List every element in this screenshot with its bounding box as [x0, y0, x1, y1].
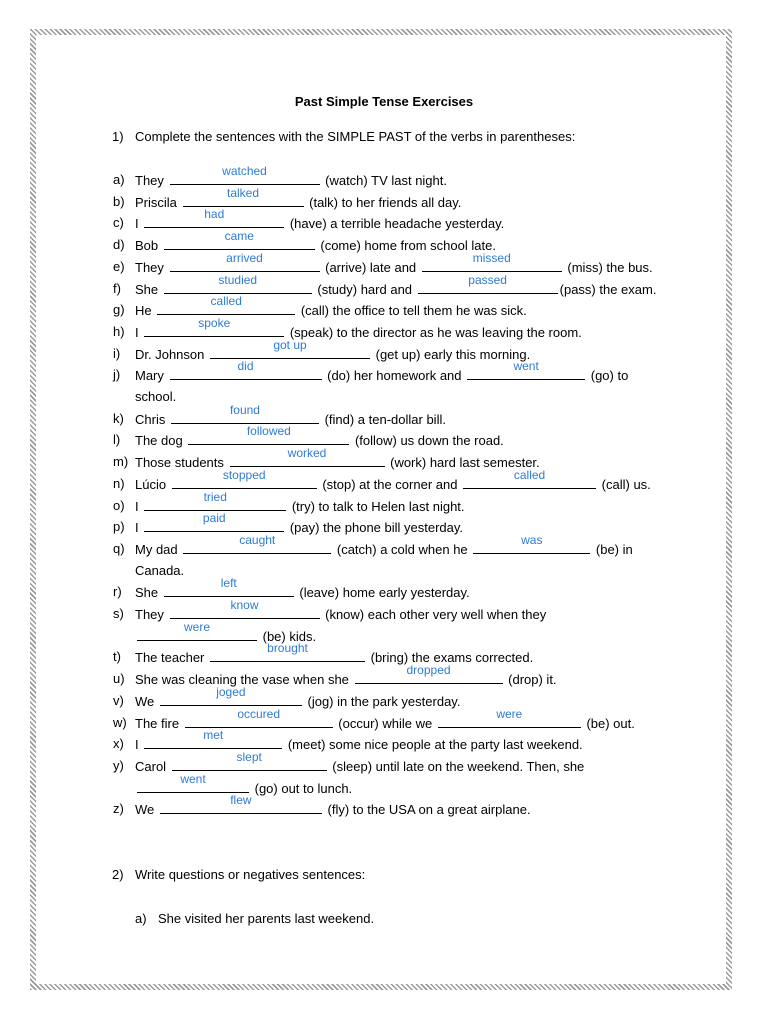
answer-blank[interactable] — [164, 229, 315, 250]
answer-blank[interactable] — [422, 251, 562, 272]
answer-blank[interactable] — [467, 359, 585, 380]
sentence-text: They — [135, 260, 168, 275]
sentence-text: She — [135, 585, 162, 600]
answer-blank[interactable] — [170, 598, 320, 619]
exercise-continuation: school. — [135, 389, 177, 404]
exercise-item-label: i) — [113, 346, 121, 361]
exercise-sentence — [135, 533, 633, 560]
handwritten-answer: worked — [287, 446, 327, 460]
handwritten-answer: occured — [237, 707, 281, 721]
sentence-text: (speak) to the director as he was leaving the room. — [286, 325, 582, 340]
answer-blank[interactable] — [418, 273, 558, 294]
sentence-text: She — [135, 282, 162, 297]
sentence-text: (do) her homework and — [323, 368, 466, 383]
handwritten-answer: called — [513, 468, 546, 482]
page-title: Past Simple Tense Exercises — [294, 94, 474, 109]
handwritten-answer: left — [220, 576, 237, 590]
exercise-item-label: l) — [113, 432, 121, 447]
sentence-text: (know) each other very well when they — [321, 607, 547, 622]
handwritten-answer: were — [496, 707, 523, 721]
sentence-text: (work) hard last semester. — [386, 455, 540, 470]
handwritten-answer: came — [224, 229, 254, 243]
exercise-item — [113, 533, 653, 559]
sentence-text: I — [135, 520, 143, 535]
exercise-item-label: n) — [113, 476, 125, 491]
answer-blank[interactable] — [170, 359, 322, 380]
handwritten-answer: got up — [273, 338, 307, 352]
answer-blank[interactable] — [144, 728, 282, 749]
sentence-text: (be) kids. — [259, 629, 317, 644]
exercise-item-label: m) — [113, 454, 129, 469]
sentence-text: (come) home from school late. — [316, 238, 496, 253]
answer-blank[interactable] — [160, 793, 322, 814]
answer-blank[interactable] — [144, 511, 284, 532]
exercise-item-label: u) — [113, 671, 125, 686]
answer-blank[interactable] — [172, 750, 327, 771]
sentence-text: (go) to — [587, 368, 629, 383]
answer-blank[interactable] — [137, 772, 249, 793]
answer-blank[interactable] — [160, 685, 302, 706]
exercise-item — [113, 316, 653, 342]
handwritten-answer: followed — [246, 424, 291, 438]
handwritten-answer: passed — [468, 273, 507, 287]
sentence-text: Those students — [135, 455, 228, 470]
sentence-text: (meet) some nice people at the party last weekend. — [284, 737, 583, 752]
sentence-text: (bring) the exams corrected. — [367, 650, 534, 665]
sentence-text: (go) out to lunch. — [251, 781, 353, 796]
exercise-item-label: w) — [113, 715, 127, 730]
sentence-text: I — [135, 216, 143, 231]
exercise-item-label: z) — [113, 801, 124, 816]
sentence-text: (pay) the phone bill yesterday. — [286, 520, 464, 535]
sentence-text: Mary — [135, 368, 168, 383]
sentence-text: (be) in — [592, 542, 633, 557]
answer-blank[interactable] — [137, 620, 257, 641]
sentence-text: They — [135, 607, 168, 622]
sentence-text: (miss) the bus. — [563, 260, 653, 275]
sentence-text: We — [135, 694, 158, 709]
handwritten-answer: went — [513, 359, 539, 373]
sentence-text: Dr. Johnson — [135, 347, 208, 362]
sentence-text: (jog) in the park yesterday. — [303, 694, 461, 709]
handwritten-answer: met — [203, 728, 224, 742]
handwritten-answer: studied — [218, 273, 258, 287]
handwritten-answer: was — [521, 533, 543, 547]
sentence-text: (talk) to her friends all day. — [305, 195, 462, 210]
answer-blank[interactable] — [463, 468, 596, 489]
answer-blank[interactable] — [172, 468, 317, 489]
answer-blank[interactable] — [157, 294, 295, 315]
handwritten-answer: arrived — [226, 251, 263, 265]
question-2-item-a-text: She visited her parents last weekend. — [158, 911, 375, 926]
sentence-text: (find) a ten-dollar bill. — [320, 412, 446, 427]
exercise-item-label: k) — [113, 411, 124, 426]
sentence-text: Chris — [135, 412, 169, 427]
exercise-item-label: x) — [113, 736, 124, 751]
sentence-text: (stop) at the corner and — [318, 477, 462, 492]
exercise-item-label: h) — [113, 324, 125, 339]
exercise-item-label: y) — [113, 758, 124, 773]
handwritten-answer: watched — [222, 164, 267, 178]
handwritten-answer: joged — [216, 685, 246, 699]
answer-blank[interactable] — [210, 641, 365, 662]
answer-blank[interactable] — [355, 663, 503, 684]
exercise-item-label: o) — [113, 498, 125, 513]
sentence-text: (be) out. — [582, 716, 635, 731]
handwritten-answer: dropped — [406, 663, 451, 677]
answer-blank[interactable] — [230, 446, 385, 467]
sentence-text: Bob — [135, 238, 162, 253]
answer-blank[interactable] — [171, 403, 319, 424]
sentence-text: I — [135, 737, 143, 752]
answer-blank[interactable] — [183, 186, 304, 207]
question-2-item-a-label: a) — [135, 911, 147, 926]
answer-blank[interactable] — [210, 338, 370, 359]
exercise-item-label: t) — [113, 649, 121, 664]
answer-blank[interactable] — [144, 316, 284, 337]
handwritten-answer: called — [210, 294, 242, 308]
sentence-text: Lúcio — [135, 477, 170, 492]
sentence-text: (drop) it. — [504, 672, 557, 687]
sentence-text: (leave) home early yesterday. — [295, 585, 470, 600]
exercise-sentence — [135, 359, 629, 386]
sentence-text: (pass) the exam. — [559, 282, 657, 297]
handwritten-answer: know — [230, 598, 259, 612]
exercise-item-label: v) — [113, 693, 124, 708]
exercise-continuation: Canada. — [135, 563, 185, 578]
answer-blank[interactable] — [144, 207, 284, 228]
handwritten-answer: paid — [202, 511, 226, 525]
sentence-text: Carol — [135, 759, 170, 774]
question-1-text: Complete the sentences with the SIMPLE PAST of the verbs in parentheses: — [135, 129, 576, 144]
exercise-sentence — [135, 793, 531, 820]
handwritten-answer: caught — [239, 533, 276, 547]
sentence-text: We — [135, 802, 158, 817]
exercise-item-label: a) — [113, 172, 125, 187]
exercise-item-label: d) — [113, 237, 125, 252]
sentence-text: (fly) to the USA on a great airplane. — [323, 802, 531, 817]
sentence-text: (arrive) late and — [321, 260, 420, 275]
sentence-text: The teacher — [135, 650, 208, 665]
handwritten-answer: found — [229, 403, 260, 417]
question-2-number: 2) — [112, 867, 124, 882]
sentence-text: I — [135, 325, 143, 340]
exercise-item-label: e) — [113, 259, 125, 274]
answer-blank[interactable] — [170, 251, 320, 272]
sentence-text: (get up) early this morning. — [372, 347, 531, 362]
exercise-item-label: g) — [113, 302, 125, 317]
answer-blank[interactable] — [438, 707, 581, 728]
exercise-item-label: c) — [113, 215, 124, 230]
sentence-text: He — [135, 303, 156, 318]
answer-blank[interactable] — [170, 164, 320, 185]
exercise-item — [113, 359, 653, 385]
answer-blank[interactable] — [183, 533, 331, 554]
answer-blank[interactable] — [188, 424, 349, 445]
exercise-item-label: b) — [113, 194, 125, 209]
answer-blank[interactable] — [164, 273, 312, 294]
answer-blank[interactable] — [164, 576, 294, 597]
exercise-item-label: j) — [113, 367, 121, 382]
handwritten-answer: tried — [203, 490, 227, 504]
sentence-text: (study) hard and — [313, 282, 416, 297]
handwritten-answer: flew — [230, 793, 252, 807]
exercise-item-label: f) — [113, 281, 121, 296]
question-1-number: 1) — [112, 129, 124, 144]
sentence-text: I — [135, 499, 143, 514]
answer-blank[interactable] — [144, 490, 286, 511]
sentence-text: (occur) while we — [334, 716, 436, 731]
handwritten-answer: brought — [267, 641, 308, 655]
exercise-item-label: r) — [113, 584, 122, 599]
sentence-text: She was cleaning the vase when she — [135, 672, 353, 687]
exercise-item-label: p) — [113, 519, 125, 534]
handwritten-answer: did — [237, 359, 254, 373]
handwritten-answer: stopped — [222, 468, 266, 482]
sentence-text: (call) the office to tell them he was sick. — [297, 303, 527, 318]
sentence-text: They — [135, 173, 168, 188]
handwritten-answer: talked — [227, 186, 260, 200]
handwritten-answer: had — [204, 207, 225, 221]
sentence-text: (have) a terrible headache yesterday. — [286, 216, 505, 231]
handwritten-answer: missed — [472, 251, 511, 265]
sentence-text: The fire — [135, 716, 183, 731]
sentence-text: (call) us. — [598, 477, 651, 492]
exercise-item-label: s) — [113, 606, 124, 621]
handwritten-answer: slept — [236, 750, 262, 764]
handwritten-answer: were — [183, 620, 210, 634]
handwritten-answer: went — [180, 772, 206, 786]
answer-blank[interactable] — [473, 533, 590, 554]
sentence-text: (sleep) until late on the weekend. Then, she — [328, 759, 585, 774]
sentence-text: (try) to talk to Helen last night. — [288, 499, 465, 514]
sentence-text: My dad — [135, 542, 182, 557]
question-2-text: Write questions or negatives sentences: — [135, 867, 366, 882]
answer-blank[interactable] — [185, 707, 333, 728]
exercise-item-label: q) — [113, 541, 125, 556]
sentence-text: The dog — [135, 433, 187, 448]
sentence-text: (watch) TV last night. — [321, 173, 447, 188]
sentence-text: (follow) us down the road. — [351, 433, 504, 448]
sentence-text: (catch) a cold when he — [333, 542, 472, 557]
sentence-text: Priscila — [135, 195, 181, 210]
handwritten-answer: spoke — [198, 316, 231, 330]
exercise-item — [113, 793, 653, 819]
